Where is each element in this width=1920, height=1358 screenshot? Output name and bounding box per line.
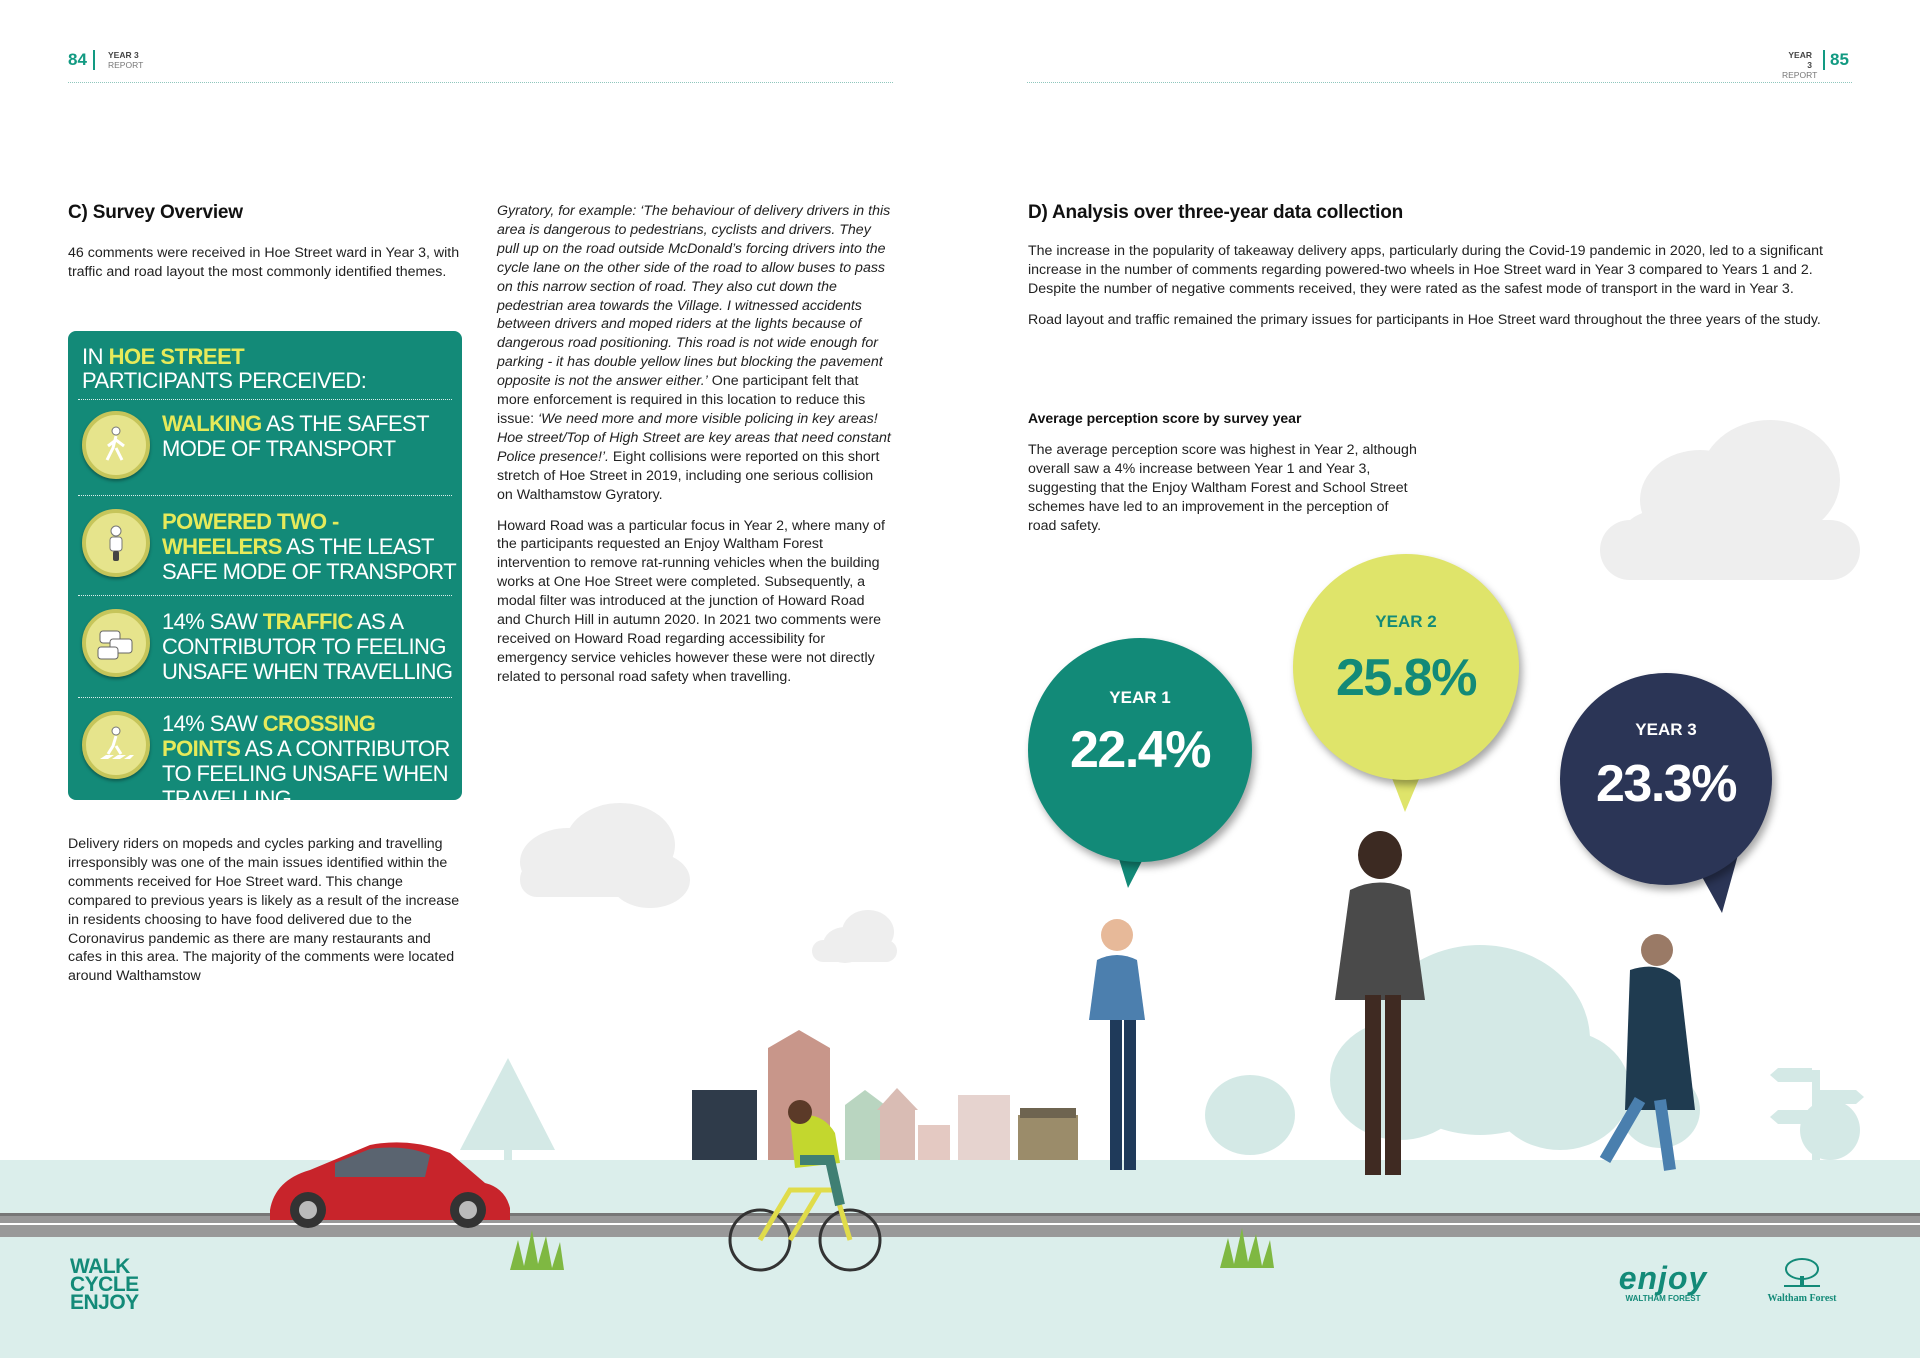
traffic-icon	[82, 609, 150, 677]
logo-line: WALK	[70, 1255, 130, 1278]
score-bubble-2	[1293, 554, 1519, 780]
howard-road-paragraph: Howard Road was a particular focus in Year 2, where many of the participants requested an Enjoy Waltham Forest intervention to remove rat-running vehicles when the building works at One Hoe Street were completed. Subsequently, a modal filter was introduced at the junction of Howard Road and Church Hill in autumn 2020. In 2021 two comments were received on Howard Road regarding accessibility for emergency service vehicles however these were not directly related to personal road safety when travelling.	[497, 517, 885, 685]
analysis-text	[1028, 242, 1848, 342]
moped-icon	[82, 509, 150, 577]
item-highlight: CROSSING POINTS	[162, 711, 376, 761]
hoe-street-perceptions-panel	[68, 331, 462, 811]
enjoy-waltham-forest-logo	[1608, 1262, 1718, 1303]
panel-heading-prefix: IN	[82, 344, 109, 369]
panel-heading	[82, 345, 366, 393]
intro-paragraph: 46 comments were received in Hoe Street ward in Year 3, with traffic and road layout the most commonly identified themes.	[68, 245, 460, 280]
walk-cycle-enjoy-logo	[70, 1255, 139, 1314]
section-title-d: D) Analysis over three-year data collection	[1028, 202, 1404, 223]
panel-divider	[78, 595, 452, 596]
panel-divider	[78, 495, 452, 496]
cloud-icon	[1600, 420, 1860, 580]
quote-two: ‘We need more and more visible policing in key areas! Hoe street/Top of High Street are key areas that need constant Police presence!’.	[497, 410, 891, 465]
oak-tree-icon	[1782, 1258, 1822, 1288]
panel-item-walking	[78, 405, 458, 485]
bubble-year-label: YEAR 2	[1375, 612, 1437, 631]
perception-paragraph: The average perception score was highest in Year 2, although overall saw a 4% increase between Year 1 and Year 3, suggesting that the Enjoy Waltham Forest and School Street schemes have led to an improvement in the perception of road safety.	[1028, 442, 1417, 534]
bubble-value-label: 23.3%	[1596, 755, 1736, 813]
quote-one: Gyratory, for example: ‘The behaviour of delivery drivers in this area is dangerous to pedestrians, cyclists and drivers. They pull up on the road outside McDonald’s forcing drivers into the cycle lane on the other side of the road to allow buses to pass on this narrow section of road. They also cut down the pedestrian area towards the Village. I witnessed accidents between drivers and moped riders at the lights because of dangerous road positioning. This road is not wide enough for parking - it has double yellow lines but blocking the pavement opposite is not the answer either.’	[497, 203, 891, 390]
report-line2: REPORT	[108, 60, 144, 70]
waltham-forest-council-logo	[1754, 1258, 1850, 1304]
page-number-left: 84	[68, 50, 87, 69]
panel-item-powered-two-wheelers	[78, 503, 458, 583]
analysis-paragraph-2: Road layout and traffic remained the primary issues for participants in Hoe Street ward throughout the three years of the study.	[1028, 311, 1821, 328]
item-text: AS THE SAFEST MODE OF TRANSPORT	[162, 411, 429, 461]
quote-connector: One participant felt that more enforcement is required in this location to reduce this issue:	[497, 373, 866, 427]
bubble-year-label: YEAR 3	[1635, 720, 1697, 739]
enjoy-subtitle: WALTHAM FOREST	[1625, 1294, 1701, 1303]
cloud-icon	[812, 910, 897, 963]
quote-paragraph	[497, 202, 892, 505]
item-text: AS A CONTRIBUTOR TO FEELING UNSAFE WHEN TRAVELLING	[162, 609, 453, 684]
report-line1: YEAR 3	[108, 50, 139, 60]
panel-divider	[78, 697, 452, 698]
panel-heading-line2: PARTICIPANTS PERCEIVED:	[82, 368, 367, 393]
council-wordmark: Waltham Forest	[1767, 1293, 1837, 1304]
item-highlight: TRAFFIC	[262, 609, 353, 634]
page-number-right: 85	[1830, 50, 1849, 69]
analysis-paragraph-1: The increase in the popularity of takeaway delivery apps, particularly during the Covid-19 pandemic in 2020, led to a significant increase in the number of comments regarding powered-two wheels in Hoe Street ward in Year 3 compared to Years 1 and 2. Despite the number of negative comments received, they were rated as the safest mode of transport in the ward in Year 3.	[1028, 243, 1823, 297]
item-text: AS THE LEAST SAFE MODE OF TRANSPORT	[162, 534, 457, 584]
column-two-text	[497, 202, 892, 699]
car-illustration	[270, 1142, 510, 1228]
panel-divider	[78, 399, 452, 400]
delivery-riders-paragraph: Delivery riders on mopeds and cycles parking and travelling irresponsibly was one of the main issues identified within the comments received for Hoe Street ward. This change compared to previous years is likely as a result of the increase in residents choosing to have food delivered due to the Coronavirus pandemic as there are many restaurants and cafes in this area. The majority of the comments were located around Walthamstow	[68, 836, 460, 985]
chart-subheading: Average perception score by survey year	[1028, 410, 1302, 426]
quote-conclusion: Eight collisions were reported on this short stretch of Hoe Street in 2019, including one serious collision on Walthamstow Gyratory.	[497, 448, 880, 503]
person-illustration	[1089, 919, 1145, 1170]
score-bubble-1	[1028, 638, 1252, 862]
bubble-value-label: 22.4%	[1070, 721, 1210, 779]
bubble-year-label: YEAR 1	[1109, 688, 1171, 707]
logo-line: ENJOY	[70, 1291, 139, 1314]
bubble-value-label: 25.8%	[1336, 649, 1476, 707]
item-highlight: POWERED TWO - WHEELERS	[162, 509, 339, 559]
report-line1: YEAR 3	[1788, 50, 1812, 70]
panel-item-crossing-points	[78, 705, 458, 811]
enjoy-wordmark: enjoy	[1618, 1260, 1708, 1296]
walking-icon	[82, 411, 150, 479]
panel-item-traffic	[78, 603, 458, 683]
item-prefix: 14% SAW	[162, 711, 263, 736]
panel-heading-highlight: HOE STREET	[108, 344, 245, 369]
report-line2: REPORT	[1782, 70, 1818, 80]
logo-line: CYCLE	[70, 1273, 139, 1296]
cloud-icon	[520, 803, 690, 908]
section-title-c: C) Survey Overview	[68, 202, 243, 223]
item-prefix: 14% SAW	[162, 609, 263, 634]
item-text: AS A CONTRIBUTOR TO FEELING UNSAFE WHEN TRAVELLING	[162, 736, 450, 811]
building-icon	[692, 1090, 757, 1160]
item-highlight: WALKING	[162, 411, 262, 436]
crossing-icon	[82, 711, 150, 779]
score-bubble-3	[1560, 673, 1772, 885]
